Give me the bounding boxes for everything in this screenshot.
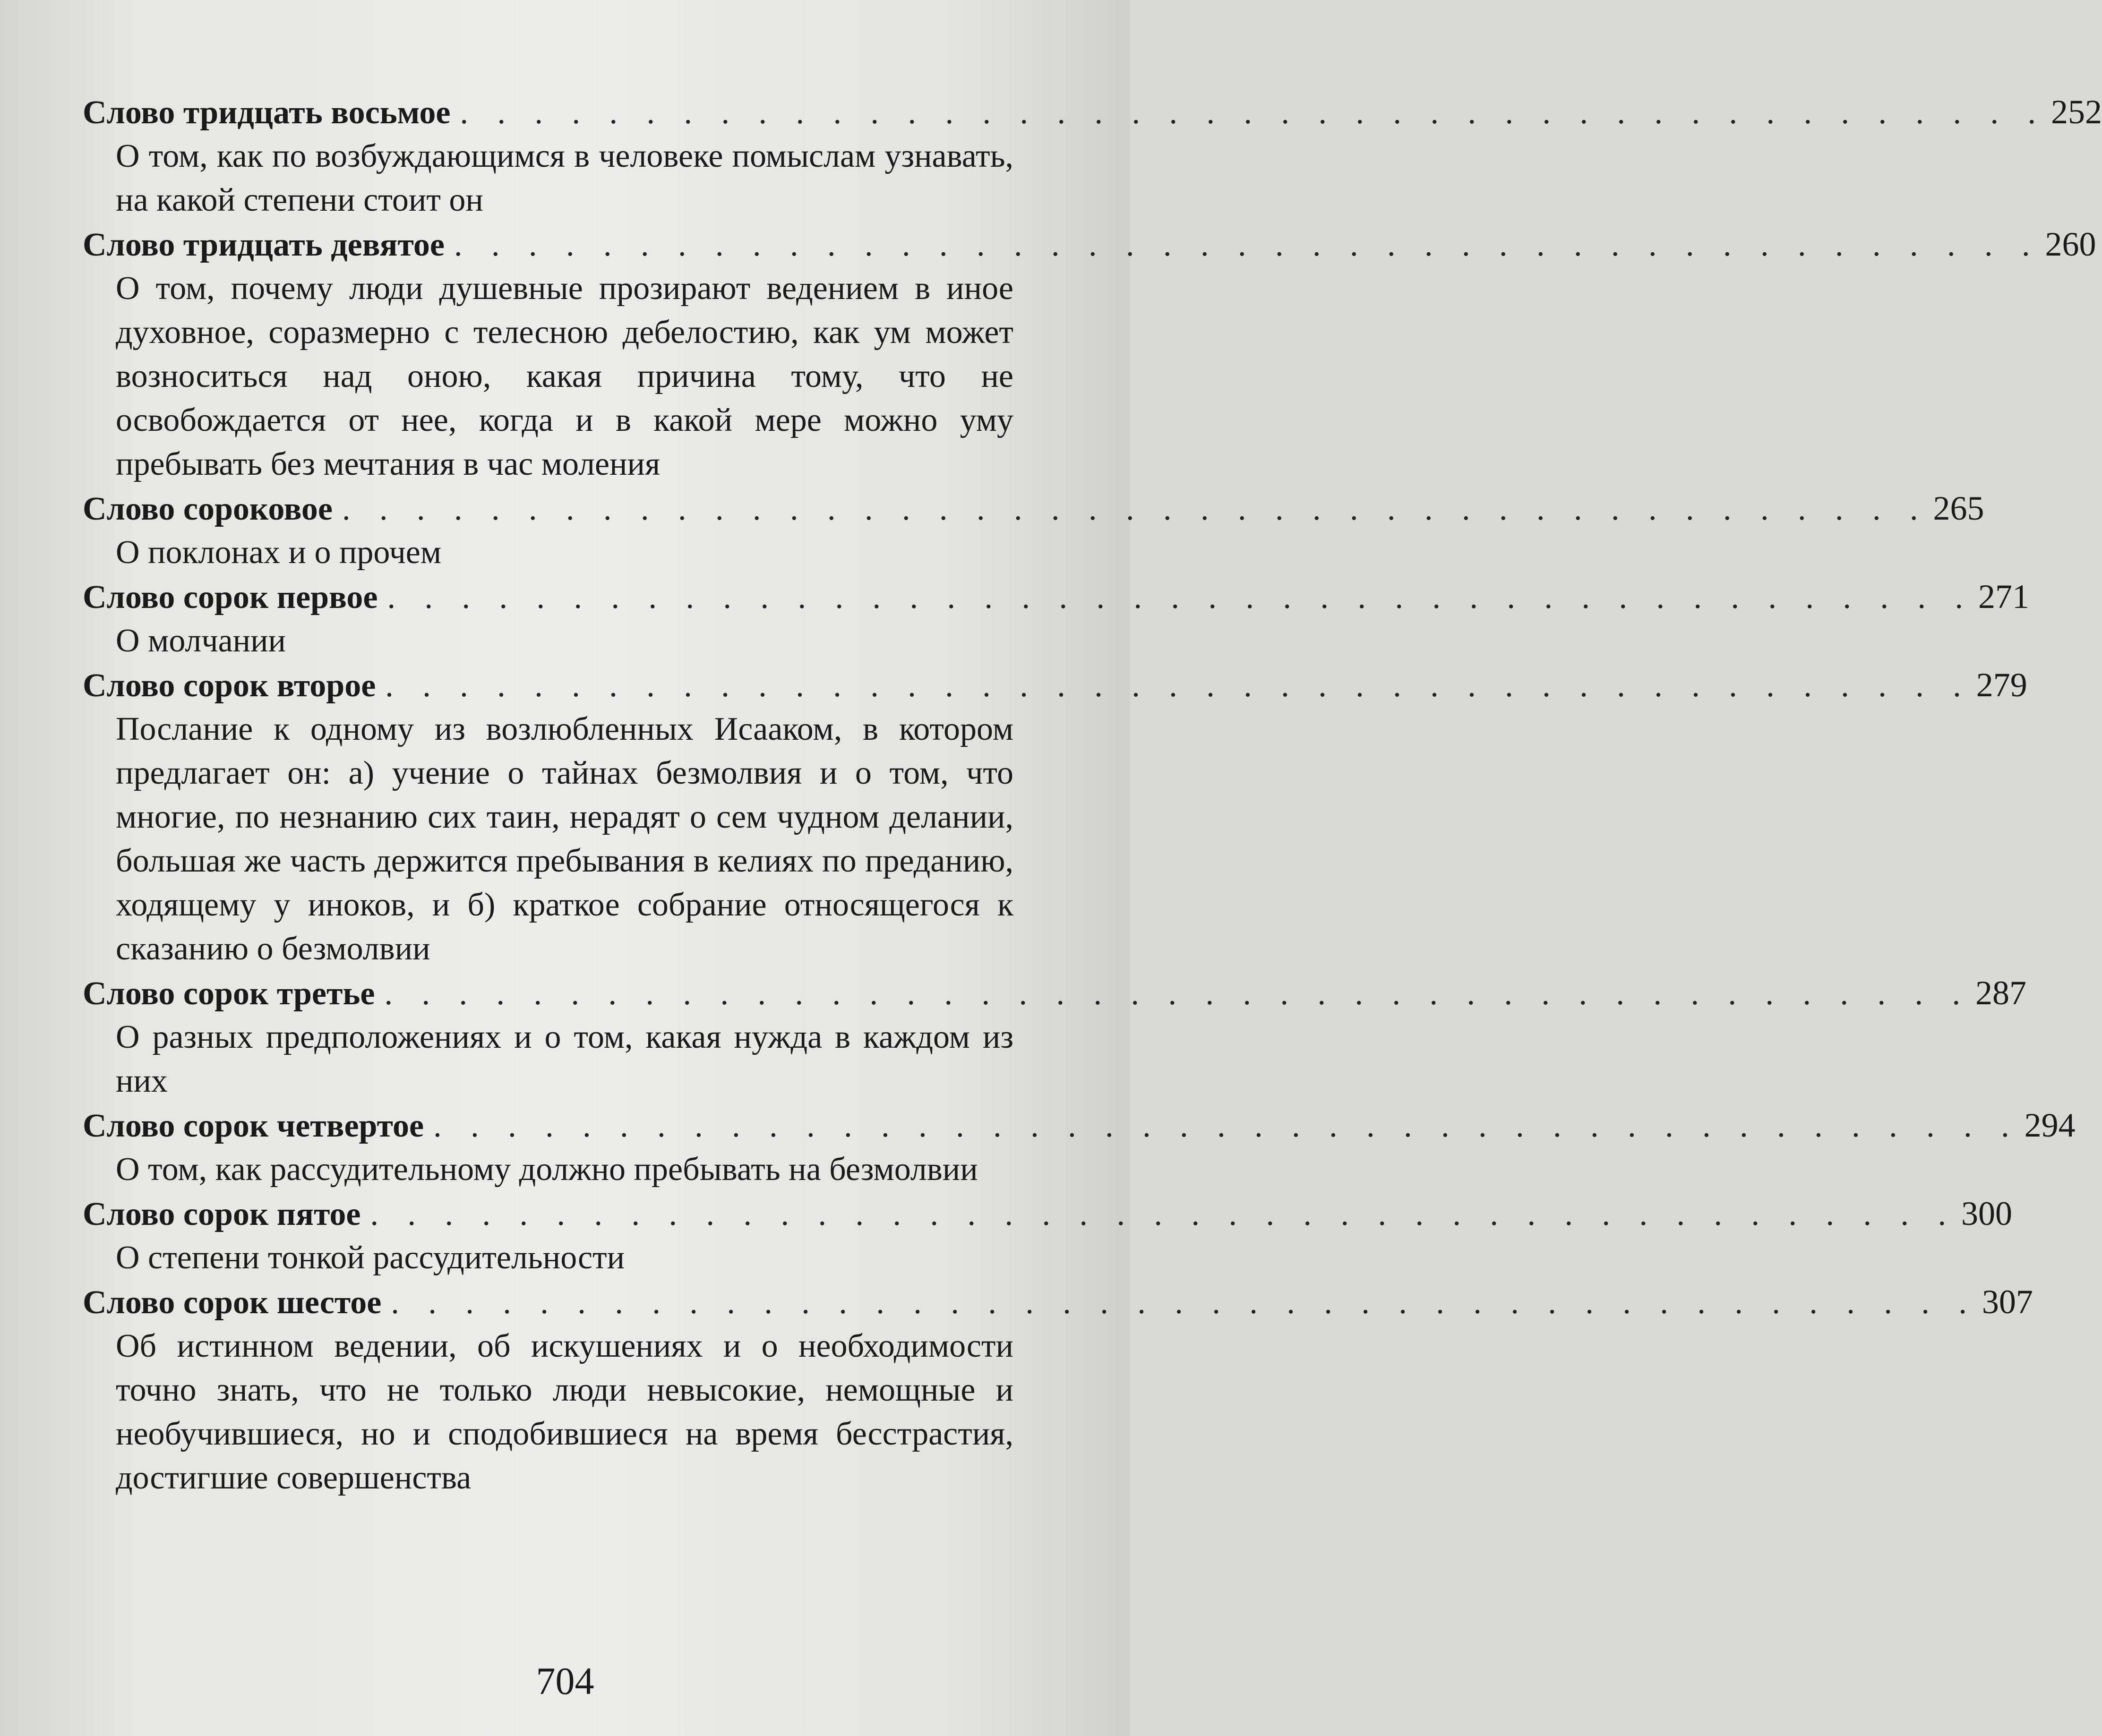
entry-page-number: 265 [1933,489,1984,527]
entry-page-number: 252 [2051,93,2102,131]
table-of-contents [83,90,2102,1500]
entry-description: Послание к одному из возлюбленных Исааком, в котором предлагает он: а) учение о тайнах безмолвия и о том, что многие, по незнанию сих таин, нерадят о сем чудном делании, большая же часть держится пребывания в келиях по преданию, ходящему у иноков, и б) краткое собрание относящегося к сказанию о безмолвии [116,711,1013,967]
toc-entry [83,90,2102,222]
entry-title: Слово сорок первое [83,579,378,616]
toc-entry [83,486,1984,574]
entry-page-number: 279 [1976,666,2027,704]
entry-page-number: 260 [2045,225,2096,263]
entry-title: Слово сороковое [83,491,333,527]
toc-entry [83,1191,2012,1280]
entry-title: Слово сорок третье [83,975,375,1012]
entry-page-number: 287 [1975,974,2026,1012]
toc-entry-heading [83,90,2102,134]
entry-page-number: 307 [1982,1283,2033,1321]
dot-leader: . . . . . . . . . . . . . . . . . . . . . . . . . . . . . . . . . . . . . . . . . . . [384,975,1971,1012]
entry-title: Слово сорок второе [83,667,376,704]
dot-leader: . . . . . . . . . . . . . . . . . . . . . . . . . . . . . . . . . . . . . . . . . . . [433,1108,2020,1144]
entry-title: Слово сорок четвертое [83,1108,424,1144]
dot-leader: . . . . . . . . . . . . . . . . . . . . . . . . . . . . . . . . . . . . . . . . . . . [342,491,1929,527]
entry-page-number: 294 [2024,1106,2076,1144]
dot-leader: . . . . . . . . . . . . . . . . . . . . . . . . . . . . . . . . . . . . . . . . . . . [391,1284,1977,1321]
entry-description: О том, как по возбуждающимся в человеке помыслам узнавать, на какой степени стоит он [116,138,1013,218]
dot-leader: . . . . . . . . . . . . . . . . . . . . . . . . . . . . . . . . . . . . . . . . . . . [460,94,2046,131]
entry-title: Слово сорок пятое [83,1196,361,1232]
toc-entry-heading [83,1280,2033,1324]
entry-title: Слово сорок шестое [83,1284,382,1321]
toc-entry [83,574,2029,663]
toc-entry-heading [83,1191,2012,1236]
entry-description: О поклонах и о прочем [116,534,442,571]
page-number: 704 [536,1659,594,1702]
toc-entry-heading [83,971,2026,1015]
toc-entry [83,971,2026,1103]
entry-description: О том, как рассудительному должно пребывать на безмолвии [116,1151,978,1188]
entry-description: Об истинном ведении, об искушениях и о необходимости точно знать, что не только люди невысокие, немощные и необучившиеся, но и сподобившиеся на время бесстрастия, достигшие совершенства [116,1328,1013,1496]
entry-page-number: 271 [1978,578,2029,616]
toc-entry-heading [83,574,2029,619]
toc-entry-heading [83,222,2096,266]
toc-entry [83,222,2096,486]
toc-entry [83,1103,2076,1191]
toc-entry [83,663,2027,971]
entry-title: Слово тридцать девятое [83,227,445,263]
dot-leader: . . . . . . . . . . . . . . . . . . . . . . . . . . . . . . . . . . . . . . . . . . . [387,579,1973,616]
toc-entry [83,1280,2033,1500]
dot-leader: . . . . . . . . . . . . . . . . . . . . . . . . . . . . . . . . . . . . . . . . . . . [370,1196,1956,1232]
entry-page-number: 300 [1961,1195,2012,1232]
toc-entry-heading [83,663,2027,707]
entry-title: Слово тридцать восьмое [83,94,451,131]
toc-entry-heading [83,1103,2076,1147]
entry-description: О степени тонкой рассудительности [116,1240,625,1276]
dot-leader: . . . . . . . . . . . . . . . . . . . . . . . . . . . . . . . . . . . . . . . . . . . [385,667,1972,704]
toc-entry-heading [83,486,1984,530]
dot-leader: . . . . . . . . . . . . . . . . . . . . . . . . . . . . . . . . . . . . . . . . . . . [454,227,2041,263]
entry-description: О молчании [116,623,286,659]
entry-description: О разных предположениях и о том, какая нужда в каждом из них [116,1019,1013,1099]
entry-description: О том, почему люди душевные прозирают ведением в иное духовное, соразмерно с телесною дебелостию, как ум может возноситься над оною, какая причина тому, что не освобождается от нее, когда и в какой мере можно уму пребывать без мечтания в час моления [116,270,1013,482]
